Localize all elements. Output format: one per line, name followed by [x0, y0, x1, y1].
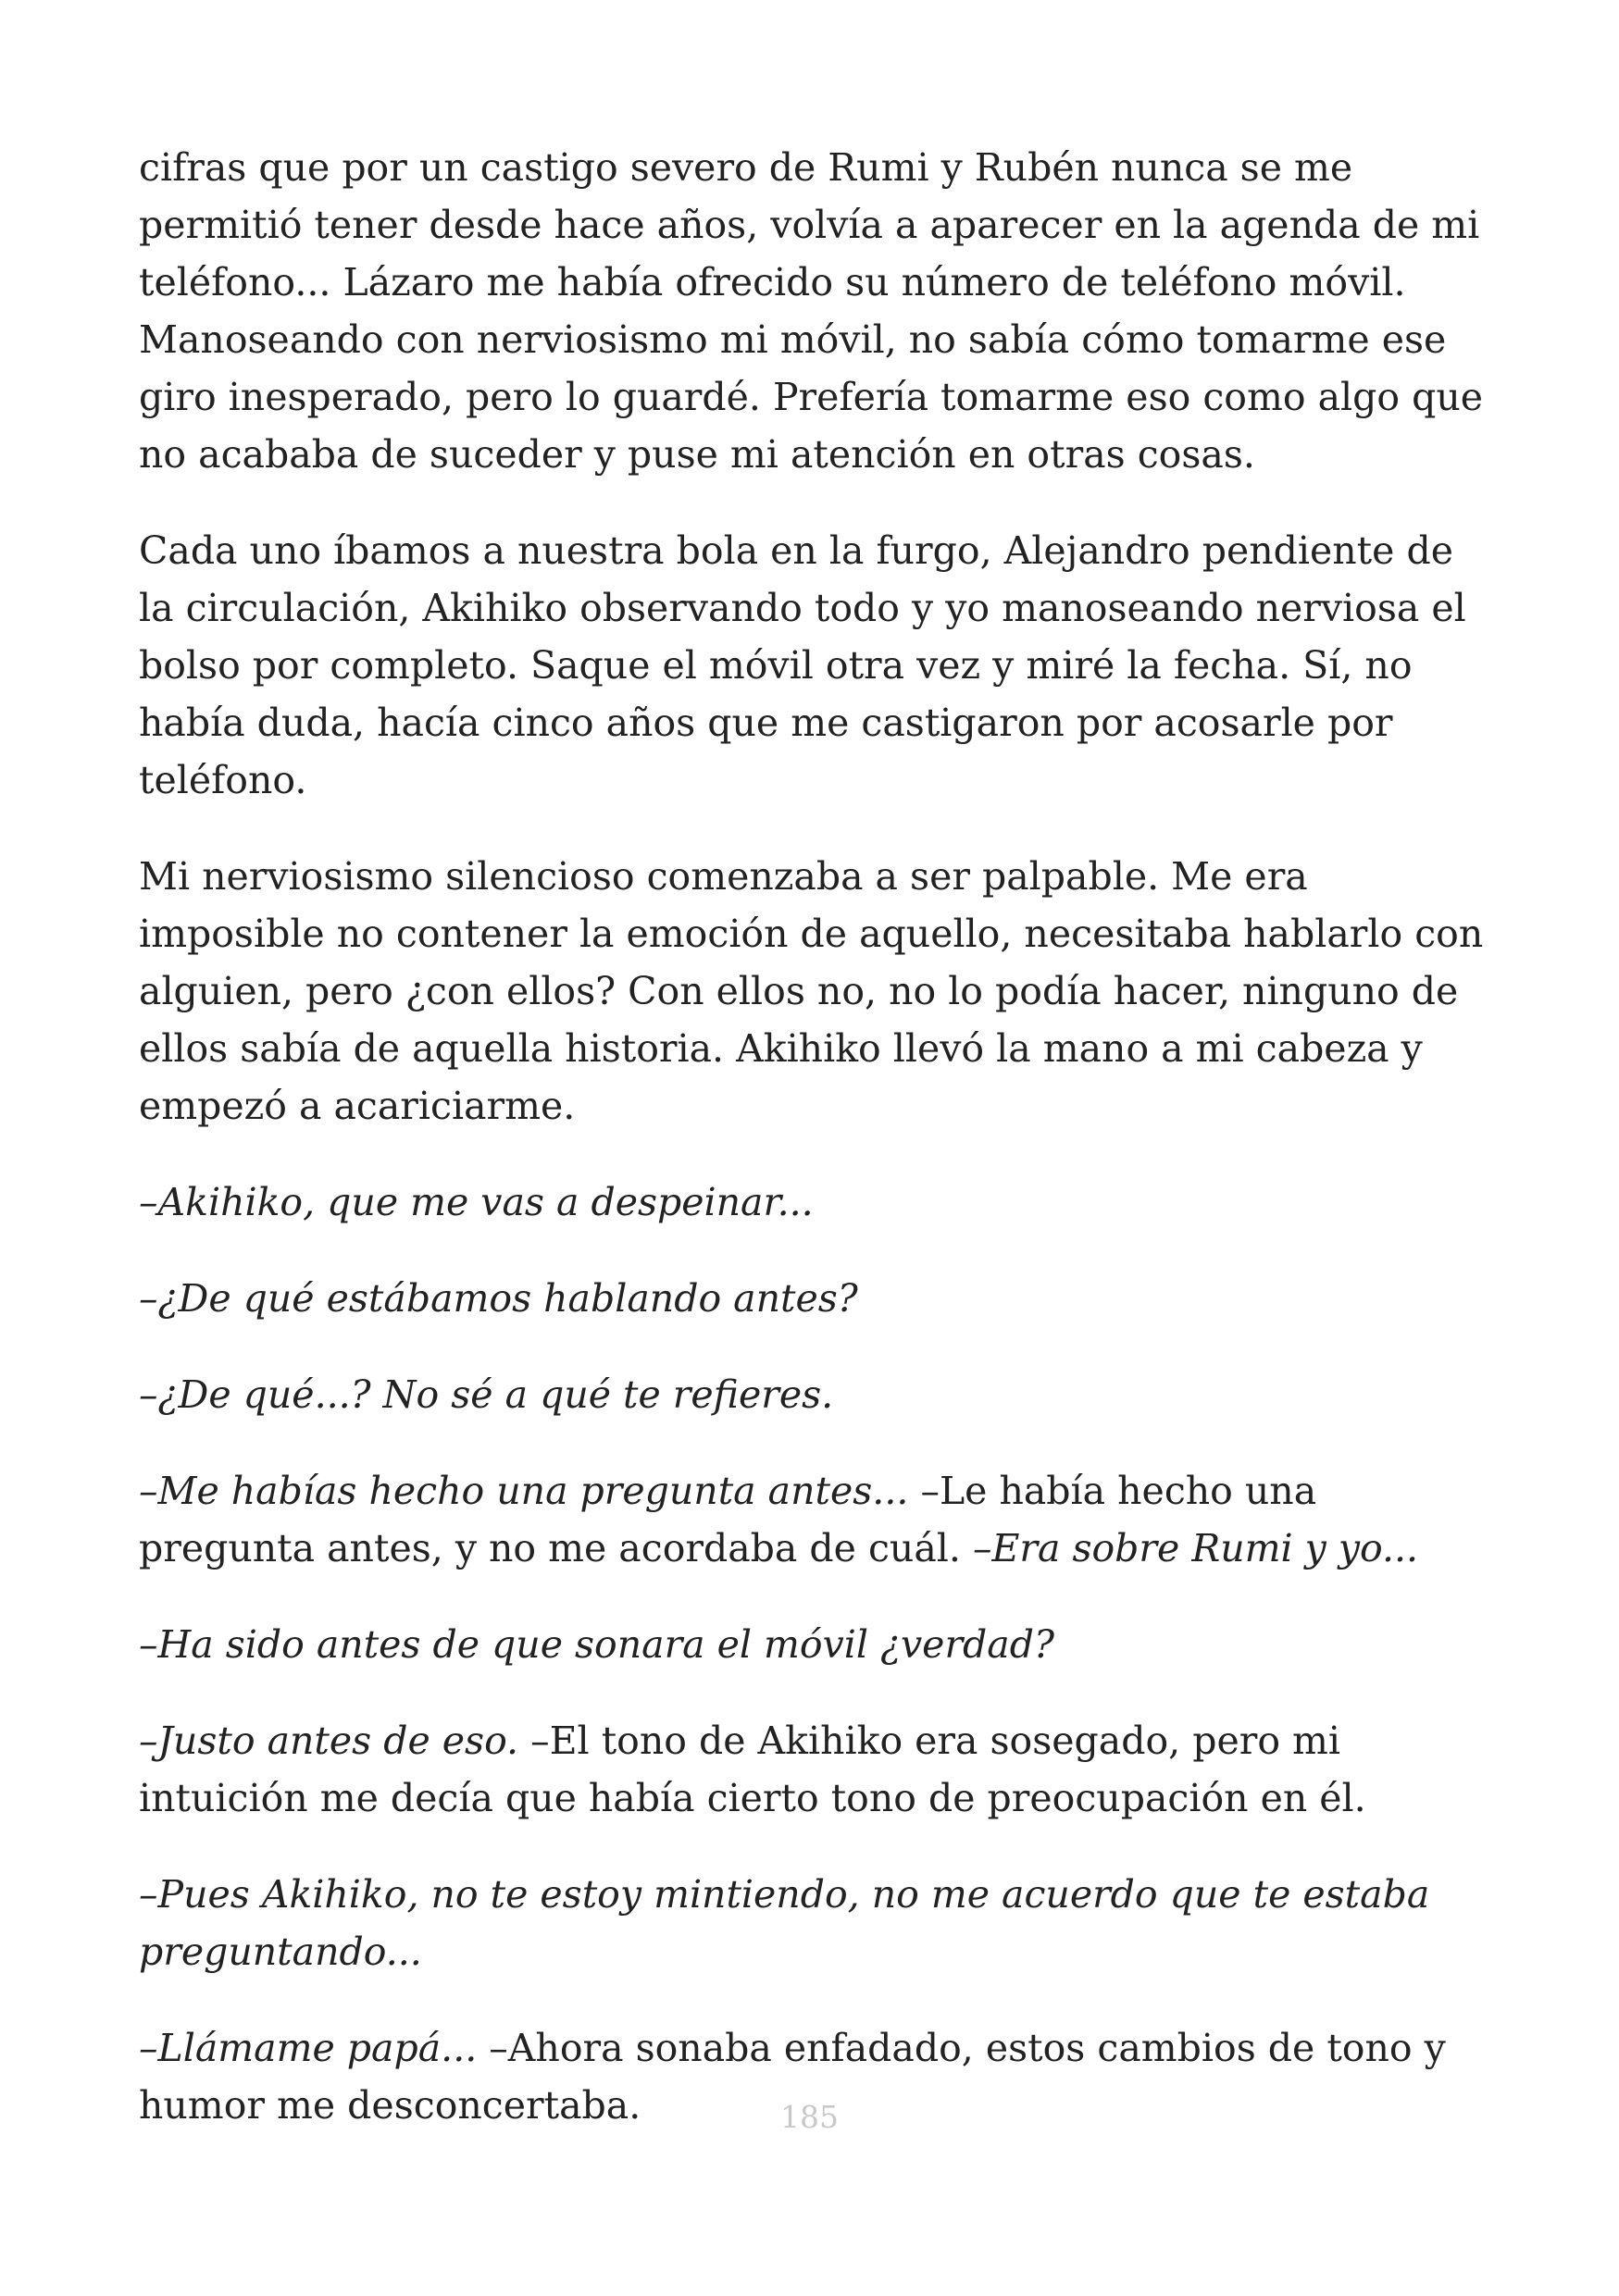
dialogue-text: –Me habías hecho una pregunta antes... — [139, 1469, 909, 1513]
paragraph — [139, 522, 1490, 809]
dialogue-text: –Era sobre Rumi y yo... — [972, 1526, 1419, 1570]
paragraph-text: cifras que por un castigo severo de Rumi y Rubén nunca se me permitió tener desde hace años, volvía a aparecer en la agenda de mi teléfono... Lázaro me había ofrecido su número de teléfono móvil. Manoseando con nerviosismo mi móvil, no sabía cómo tomarme ese giro inesperado, pero lo guardé. Prefería tomarme eso como algo que no acababa de suceder y puse mi atención en otras cosas. — [139, 145, 1483, 477]
page-number: 185 — [780, 2099, 839, 2135]
dialogue-text: –¿De qué...? No sé a qué te refieres. — [139, 1372, 834, 1417]
dialogue-text: –¿De qué estábamos hablando antes? — [139, 1276, 858, 1321]
paragraph-text: Cada uno íbamos a nuestra bola en la furgo, Alejandro pendiente de la circulación, Akihiko observando todo y yo manoseando nerviosa el bolso por completo. Saque el móvil otra vez y miré la fecha. Sí, no había duda, hacía cinco años que me castigaron por acosarle por teléfono. — [139, 528, 1466, 802]
dialogue-text: –Justo antes de eso. — [139, 1719, 519, 1763]
dialogue-line — [139, 1712, 1490, 1827]
paragraph — [139, 139, 1490, 483]
page-body — [139, 139, 1490, 2134]
dialogue-line — [139, 1173, 1490, 1231]
dialogue-text: –Pues Akihiko, no te estoy mintiendo, no me acuerdo que te estaba preguntando... — [139, 1872, 1430, 1974]
dialogue-text: –Llámame papá... — [139, 2026, 478, 2070]
narration-text: –Le había hecho una pregunta antes, y no me acordaba de cuál. — [139, 1469, 1317, 1570]
paragraph — [139, 848, 1490, 1135]
dialogue-line — [139, 1616, 1490, 1673]
dialogue-text: –Ha sido antes de que sonara el móvil ¿verdad? — [139, 1622, 1054, 1667]
dialogue-line — [139, 1270, 1490, 1327]
narration-text: –Ahora sonaba enfadado, estos cambios de tono y humor me desconcertaba. — [139, 2026, 1446, 2128]
dialogue-line — [139, 1366, 1490, 1423]
dialogue-line — [139, 1866, 1490, 1980]
dialogue-text: –Akihiko, que me vas a despeinar... — [139, 1180, 814, 1224]
dialogue-line — [139, 1462, 1490, 1577]
paragraph-text: Mi nerviosismo silencioso comenzaba a ser palpable. Me era imposible no contener la emoción de aquello, necesitaba hablarlo con alguien, pero ¿con ellos? Con ellos no, no lo podía hacer, ninguno de ellos sabía de aquella historia. Akihiko llevó la mano a mi cabeza y empezó a acariciarme. — [139, 854, 1484, 1128]
narration-text: –El tono de Akihiko era sosegado, pero mi intuición me decía que había cierto tono de preocupación en él. — [139, 1719, 1366, 1820]
